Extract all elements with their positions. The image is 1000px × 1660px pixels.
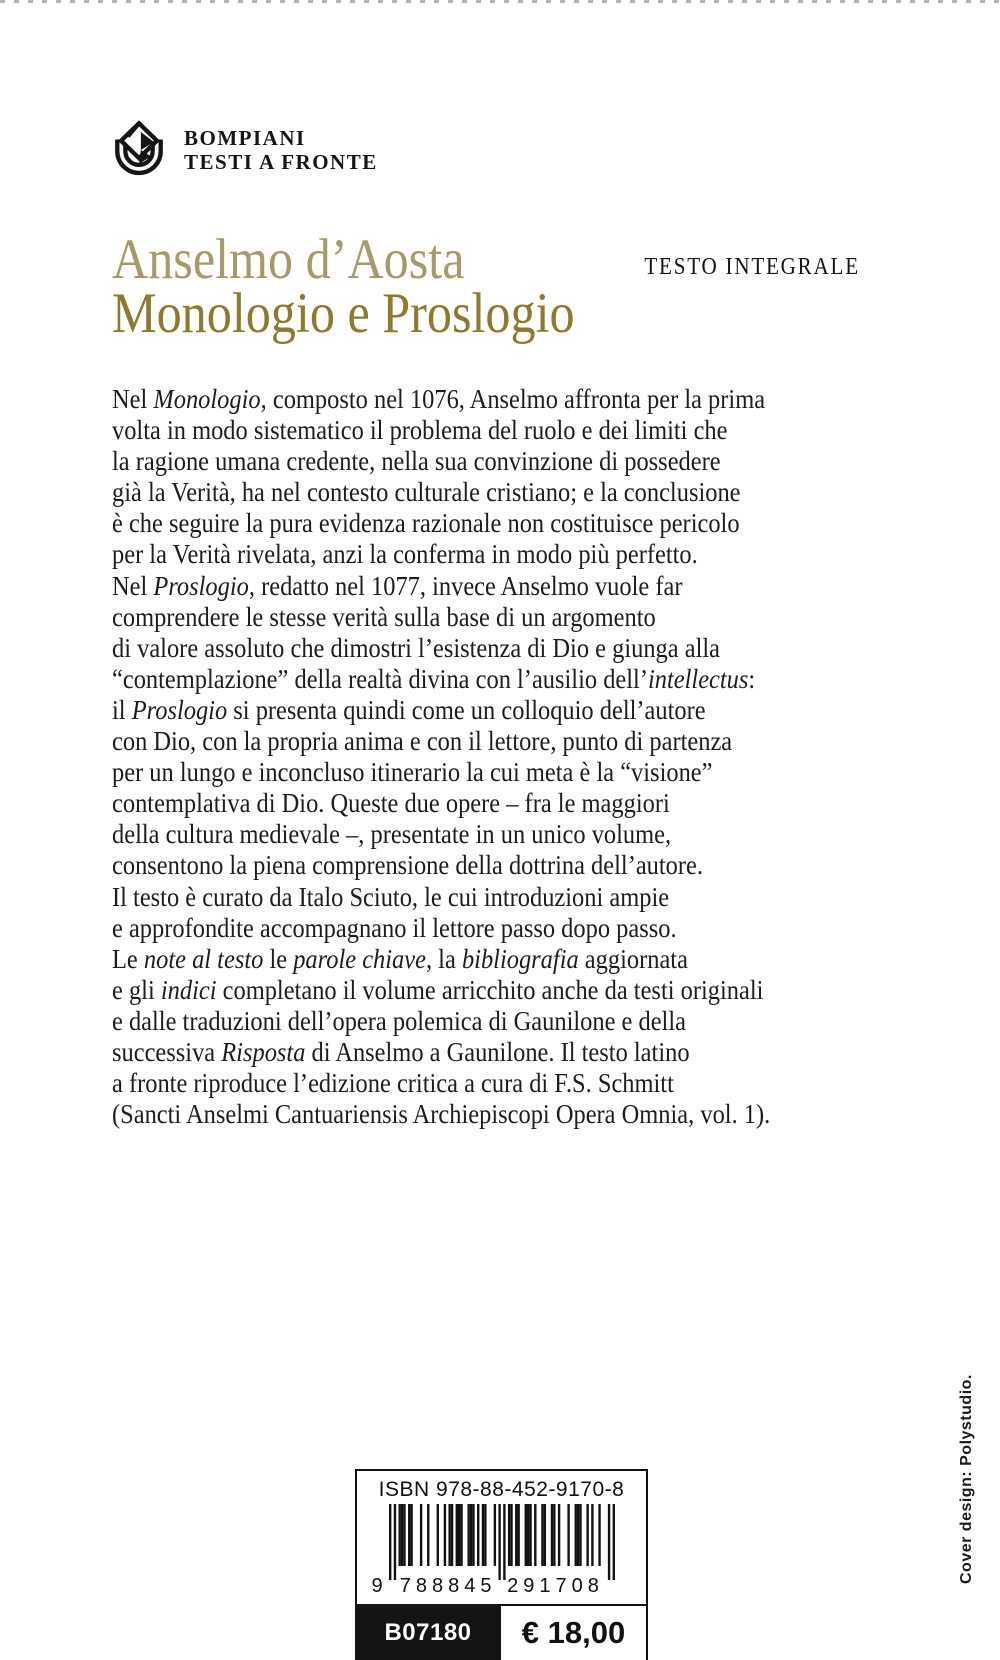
ean-group2: 291708 xyxy=(507,1575,604,1597)
barcode-bars xyxy=(389,1504,615,1580)
ean-first-digit: 9 xyxy=(371,1575,383,1597)
title-block xyxy=(112,228,638,345)
isbn-barcode-box xyxy=(355,1469,648,1606)
description-text: Nel Monologio, composto nel 1076, Anselmo affronta per la prima volta in modo sistematico il problema del ruolo e dei limiti che la ragione umana credente, nella sua convinzione di possedere già la Verità, ha nel contesto culturale cristiano; e la conclusione è che seguire la pura evidenza razionale non costituisce pericolo per la Verità rivelata, anzi la conferma in modo più perfetto. Nel Proslogio, redatto nel 1077, invece Anselmo vuole far comprendere le stesse verità sulla base di un argomento di valore assoluto che dimostri l’esistenza di Dio e giunga alla “contemplazione” della realtà divina con l’ausilio dell’intellectus: il Proslogio si presenta quindi come un colloquio dell’autore con Dio, con la propria anima e con il lettore, punto di partenza per un lungo e inconcluso itinerario la cui meta è la “visione” contemplativa di Dio. Queste due opere – fra le maggiori della cultura medievale –, presentate in un unico volume, consentono la piena comprensione della dottrina dell’autore. Il testo è curato da Italo Sciuto, le cui introduzioni ampie e approfondite accompagnano il lettore passo dopo passo. Le note al testo le parole chiave, la bibliografia aggiornata e gli indici completano il volume arricchito anche da testi originali e dalle traduzioni dell’opera polemica di Gaunilone e della successiva Risposta di Anselmo a Gaunilone. Il testo latino a fronte riproduce l’edizione critica a cura di F.S. Schmitt (Sancti Anselmi Cantuariensis Archiepiscopi Opera Omnia, vol. 1). xyxy=(112,384,771,1130)
publisher-brand xyxy=(108,118,378,182)
bompiani-rose-logo-icon xyxy=(108,118,170,182)
publisher-code: B07180 xyxy=(355,1604,501,1660)
price-row xyxy=(355,1604,648,1660)
top-edge-scan-marks xyxy=(0,0,1000,3)
publisher-name xyxy=(184,126,378,174)
ean-barcode xyxy=(371,1504,615,1600)
author-name: Anselmo d’Aosta xyxy=(112,228,465,291)
isbn-label: ISBN 978-88-452-9170-8 xyxy=(378,1478,625,1501)
book-title: Monologio e Proslogio xyxy=(112,282,575,345)
price: € 18,00 xyxy=(501,1604,648,1660)
ean-digits xyxy=(371,1575,615,1598)
cover-design-credit: Cover design: Polystudio. xyxy=(958,1374,975,1584)
ean-group1: 788845 xyxy=(399,1575,497,1597)
edition-note: TESTO INTEGRALE xyxy=(644,254,860,280)
publisher-line: BOMPIANI xyxy=(184,126,306,150)
series-line: TESTI A FRONTE xyxy=(184,150,378,174)
